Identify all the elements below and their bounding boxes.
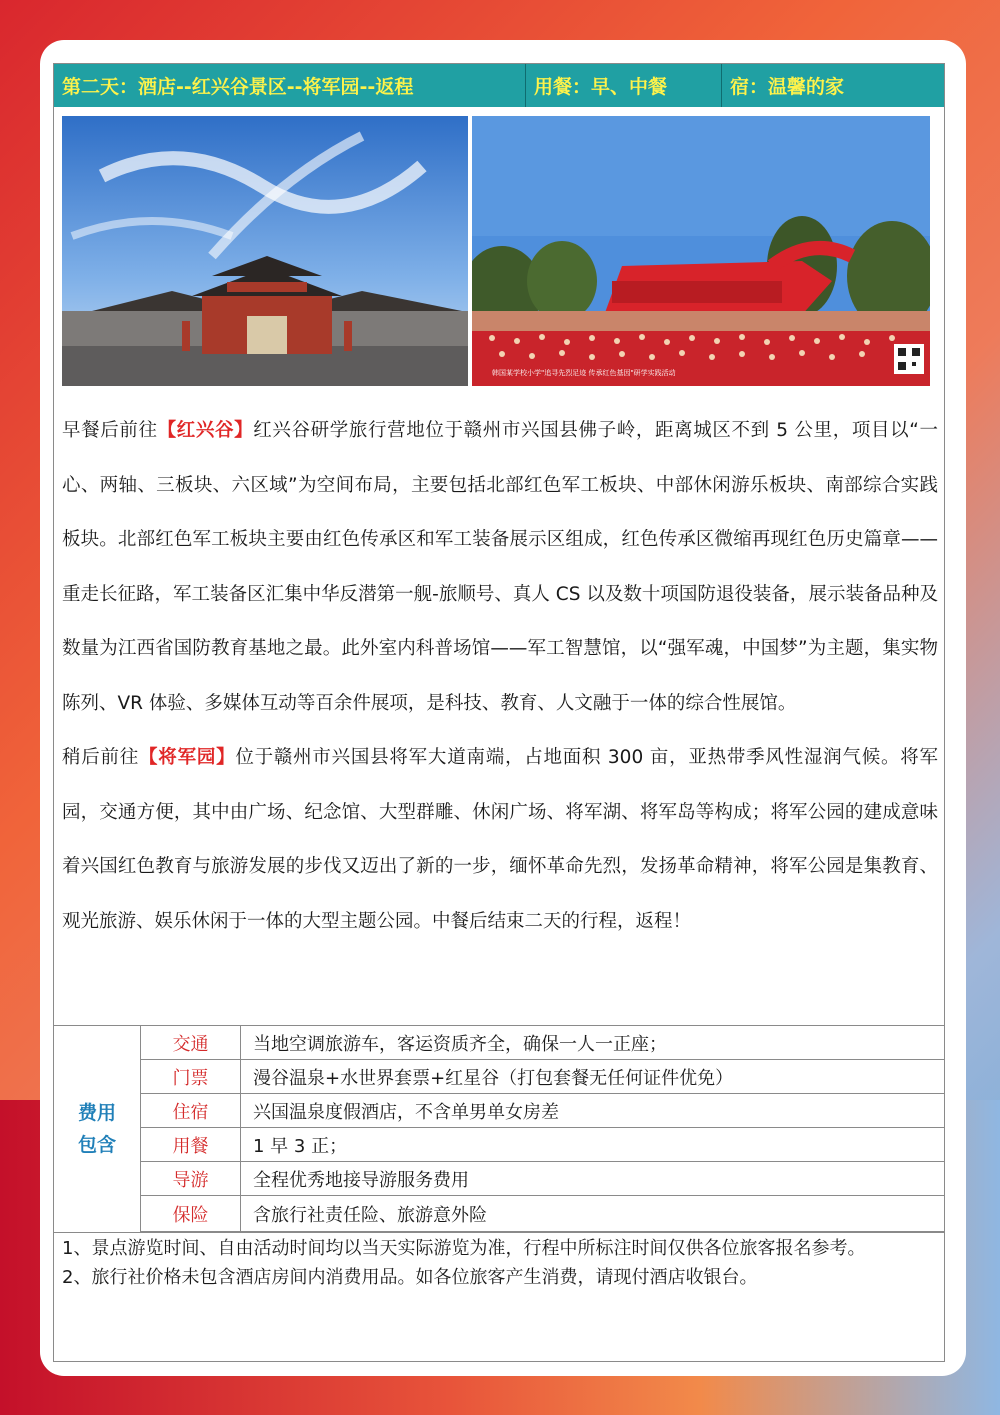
fee-row-insurance xyxy=(141,1196,944,1232)
paragraph-hongxinggu xyxy=(62,404,938,731)
fee-label-line1: 费用 xyxy=(77,1102,116,1124)
place-jiangjunyuan: 【将军园】 xyxy=(139,747,236,768)
fee-value: 漫谷温泉+水世界套票+红星谷（打包套餐无任何证件优免） xyxy=(253,1067,734,1089)
fee-value: 1 早 3 正； xyxy=(253,1135,348,1157)
photo-banner-caption: 韩国某学校小学"追寻先烈足迹 传承红色基因"研学实践活动 xyxy=(492,369,676,377)
p1-prefix: 早餐后前往 xyxy=(62,420,158,441)
day-title: 第二天：酒店--红兴谷景区--将军园--返程 xyxy=(62,76,414,98)
itinerary-description xyxy=(62,404,938,949)
fee-row-meals xyxy=(141,1128,944,1162)
sculpture-photo-illustration xyxy=(472,116,930,386)
fee-table xyxy=(54,1025,944,1226)
fee-row-transport xyxy=(141,1026,944,1060)
p2-text: 位于赣州市兴国县将军大道南端，占地面积 300 亩，亚热带季风性湿润气候。将军园，交通方便，其中由广场、纪念馆、大型群雕、休闲广场、将军湖、将军岛等构成；将军公园的建成意味着兴国红色教育与旅游发展的步伐又迈出了新的一步，缅怀革命先烈，发扬革命精神，将军公园是集教育、观光旅游、娱乐休闲于一体的大型主题公园。中餐后结束二天的行程，返程！ xyxy=(62,747,938,932)
photo-hongxinggu-gate xyxy=(62,116,468,386)
meals-info: 用餐：早、中餐 xyxy=(525,64,721,107)
note-item: 2、旅行社价格未包含酒店房间内消费用品。如各位旅客产生消费，请现付酒店收银台。 xyxy=(62,1267,758,1288)
fee-value: 含旅行社责任险、旅游意外险 xyxy=(253,1204,487,1226)
photo-group-sculpture xyxy=(472,116,930,386)
itinerary-table xyxy=(53,63,945,1362)
fee-key: 导游 xyxy=(141,1162,241,1195)
fee-key: 用餐 xyxy=(141,1128,241,1161)
fee-value: 全程优秀地接导游服务费用 xyxy=(253,1169,469,1191)
itinerary-card xyxy=(40,40,966,1376)
fee-included-label xyxy=(54,1026,141,1232)
fee-key: 交通 xyxy=(141,1026,241,1059)
fee-key: 门票 xyxy=(141,1060,241,1093)
fee-value: 当地空调旅游车，客运资质齐全，确保一人一正座； xyxy=(253,1033,667,1055)
lodging-info: 宿：温馨的家 xyxy=(721,64,944,107)
fee-value: 兴国温泉度假酒店，不含单男单女房差 xyxy=(253,1101,559,1123)
gate-photo-illustration xyxy=(62,116,468,386)
note-item: 1、景点游览时间、自由活动时间均以当天实际游览为准，行程中所标注时间仅供各位旅客报名参考。 xyxy=(62,1238,866,1259)
fee-table-bottom-divider xyxy=(54,1232,944,1233)
paragraph-jiangjunyuan xyxy=(62,731,938,949)
notes-section xyxy=(62,1234,932,1292)
fee-row-tickets xyxy=(141,1060,944,1094)
fee-key: 住宿 xyxy=(141,1094,241,1127)
fee-key: 保险 xyxy=(141,1196,241,1231)
day-header xyxy=(54,64,944,107)
p1-text: 红兴谷研学旅行营地位于赣州市兴国县佛子岭，距离城区不到 5 公里，项目以“一心、两轴、三板块、六区域”为空间布局，主要包括北部红色军工板块、中部休闲游乐板块、南部综合实践板块。北部红色军工板块主要由红色传承区和军工装备展示区组成，红色传承区微缩再现红色历史篇章——重走长征路，军工装备区汇集中华反潜第一舰-旅顺号、真人 CS 以及数十项国防退役装备，展示装备品种及数量为江西省国防教育基地之最。此外室内科普场馆——军工智慧馆，以“强军魂，中国梦”为主题，集实物陈列、VR 体验、多媒体互动等百余件展项，是科技、教育、人文融于一体的综合性展馆。 xyxy=(62,420,938,714)
fee-row-guide xyxy=(141,1162,944,1196)
fee-label-line2: 包含 xyxy=(77,1134,116,1156)
fee-row-lodging xyxy=(141,1094,944,1128)
place-hongxinggu: 【红兴谷】 xyxy=(157,420,254,441)
p2-prefix: 稍后前往 xyxy=(62,747,140,768)
